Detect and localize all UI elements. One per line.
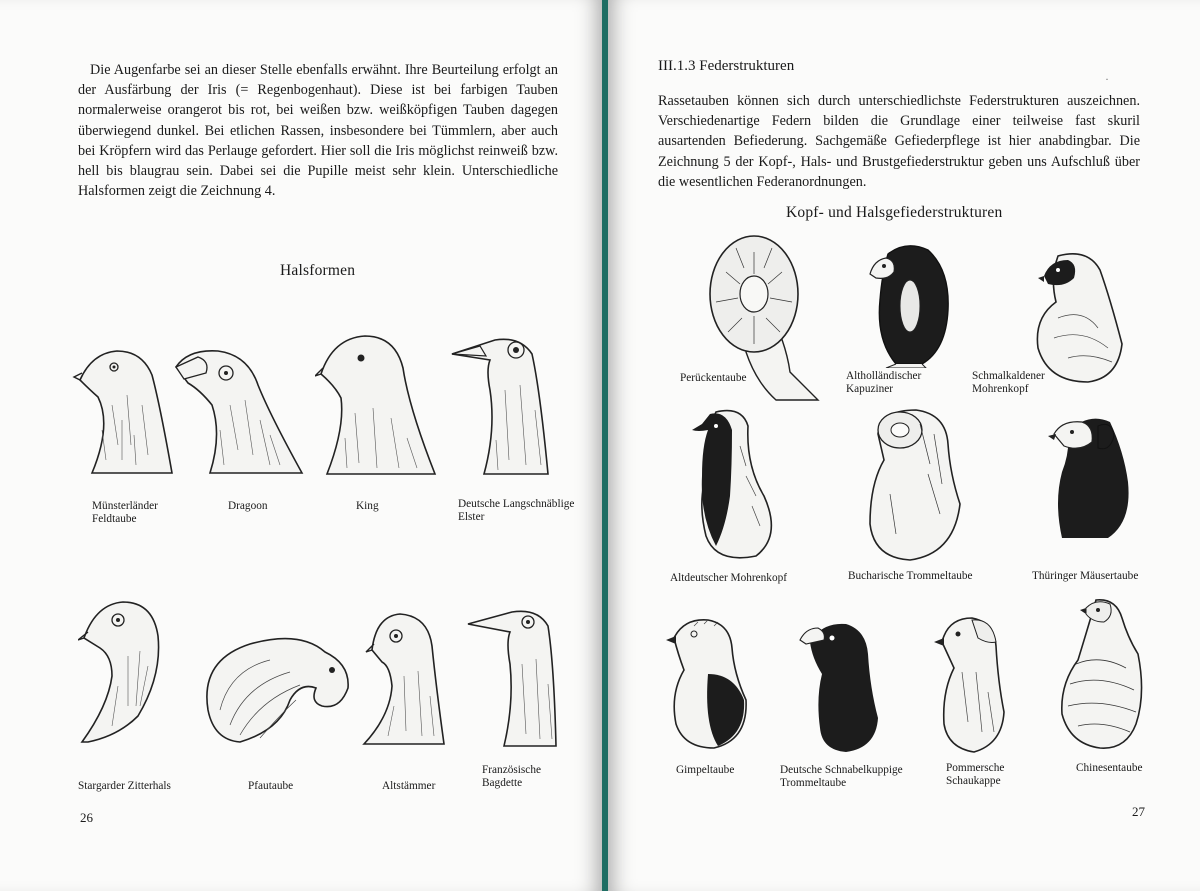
caption-schmalkaldener-mohrenkopf: Schmalkaldener Mohrenkopf [972, 370, 1045, 395]
section-heading: III.1.3 Federstrukturen [658, 58, 795, 74]
caption-chinesentaube: Chinesentaube [1076, 762, 1143, 774]
pigeon-illustration-king [315, 328, 440, 476]
caption-franzoesische-bagdette: Französische Bagdette [482, 764, 541, 789]
pigeon-illustration-altdeutscher-mohrenkopf [686, 406, 786, 562]
left-paragraph: Die Augenfarbe sei an dieser Stelle ebenfalls erwähnt. Ihre Beurteilung erfolgt an der Ausfärbung der Iris (= Regenbogenhaut). Diese ist bei farbigen Tauben normalerweise orangerot bis rot, bei weißen bzw. weißköpfigen Tauben dagegen überwiegend dunkel. Bei etlichen Rassen, insbesondere bei Tümmlern, aber auch bei Kröpfern wird das Perlauge gefordert. Hier soll die Iris möglichst reinweiß bzw. hell bis blaugrau sein. Dabei sei die Pupille meist sehr klein. Unterschiedliche Halsformen zeigt die Zeichnung 4. [78, 62, 558, 200]
page-number-left: 26 [80, 810, 93, 825]
caption-pfautaube: Pfautaube [248, 780, 294, 792]
pigeon-illustration-deutsche-langschnaeblige-elster [450, 330, 560, 476]
caption-thueringer-maeusertaube: Thüringer Mäusertaube [1032, 570, 1139, 582]
figure-title-halsformen: Halsformen [280, 262, 356, 279]
caption-deutsche-langschnaeblige-elster: Deutsche Langschnäblige Elster [458, 498, 575, 523]
pigeon-illustration-pfautaube [200, 630, 355, 745]
caption-bucharische-trommeltaube: Bucharische Trommeltaube [848, 570, 973, 582]
caption-pommersche-schaukappe: Pommersche Schaukappe [946, 762, 1005, 787]
right-page [608, 0, 1200, 891]
pigeon-illustration-stargarder-zitterhals [78, 596, 188, 744]
pigeon-illustration-muensterlaender [72, 335, 182, 475]
caption-altstaemmer: Altstämmer [382, 780, 436, 792]
caption-dragoon: Dragoon [228, 500, 268, 512]
pigeon-illustration-franzoesische-bagdette [466, 604, 566, 749]
speck-mark: · [1105, 72, 1109, 86]
pigeon-illustration-altstaemmer [360, 606, 450, 746]
figure-title-kopf-und-halsgefiederstrukturen: Kopf- und Halsgefiederstrukturen [786, 204, 1003, 221]
pigeon-illustration-thueringer-maeusertaube [1048, 412, 1148, 540]
caption-muensterlaender: Münsterländer Feldtaube [92, 500, 158, 525]
caption-althollaendischer-kapuziner: Altholländischer Kapuziner [846, 370, 922, 395]
caption-gimpeltaube: Gimpeltaube [676, 764, 735, 776]
right-paragraph: Rassetauben können sich durch unterschiedlichste Federstrukturen auszeichnen. Verschiedenartige Federn bilden die Grundlage einer teilweise fast skuril ausartenden Befiederung. Sachgemäße Gefiederpflege ist hier anabdingbar. Die Zeichnung 5 der Kopf-, Hals- und Brustgefiederstruktur geben uns Aufschluß über die wesentlichen Federanordnungen. [658, 93, 1140, 190]
pigeon-illustration-pommersche-schaukappe [932, 612, 1012, 754]
pigeon-illustration-deutsche-schnabelkuppige-trommeltaube [796, 618, 886, 754]
pigeon-illustration-gimpeltaube [664, 614, 754, 750]
pigeon-illustration-dragoon [170, 335, 305, 475]
page-number-right: 27 [1132, 804, 1145, 819]
caption-stargarder-zitterhals: Stargarder Zitterhals [78, 780, 171, 792]
pigeon-illustration-bucharische-trommeltaube [850, 404, 970, 564]
caption-altdeutscher-mohrenkopf: Altdeutscher Mohrenkopf [670, 572, 788, 584]
pigeon-illustration-chinesentaube [1056, 594, 1146, 752]
caption-king: King [356, 500, 379, 512]
caption-perueckentaube: Perückentaube [680, 372, 747, 384]
pigeon-illustration-schmalkaldener-mohrenkopf [1028, 248, 1128, 384]
caption-deutsche-schnabelkuppige-trommeltaube: Deutsche Schnabelkuppige Trommeltaube [780, 764, 903, 789]
pigeon-illustration-althollaendischer-kapuziner [866, 240, 956, 368]
